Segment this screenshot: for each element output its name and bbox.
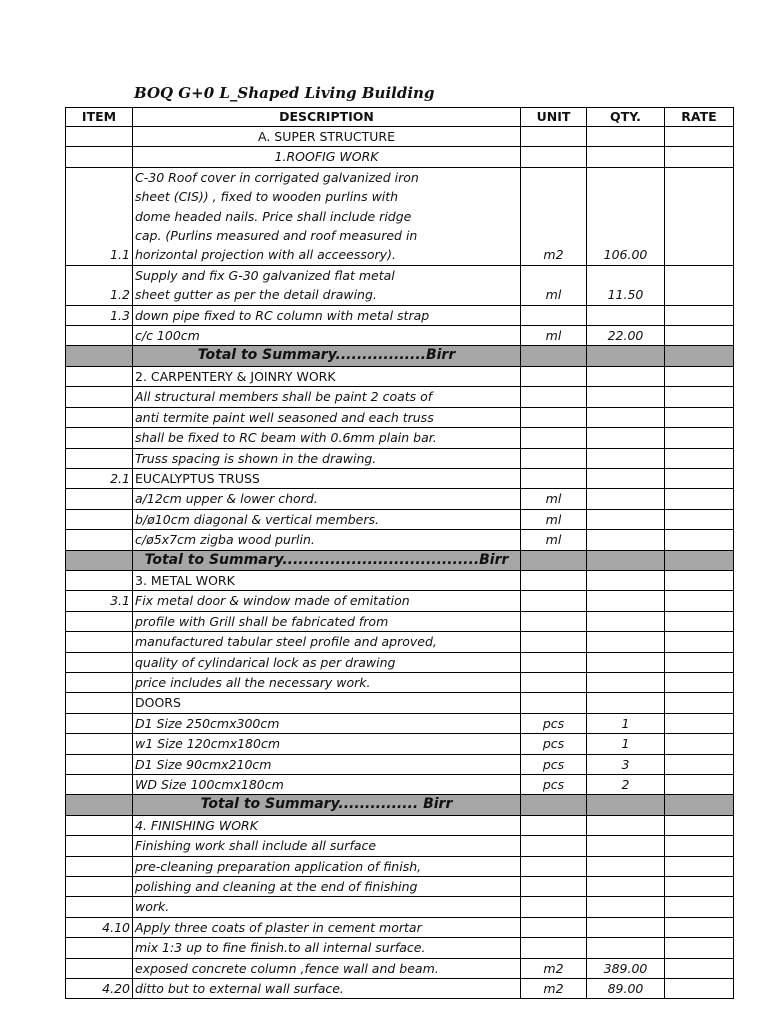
item-description: Apply three coats of plaster in cement mortar [133,917,521,937]
header-rate: RATE [665,108,734,127]
item-description: exposed concrete column ,fence wall and beam. [133,958,521,978]
table-row [66,652,734,672]
section-super-structure: A. SUPER STRUCTURE [133,127,521,147]
table-row [66,775,734,795]
spec-line: manufactured tabular steel profile and aproved, [133,632,521,652]
item-description: D1 Size 90cmx210cm [133,754,521,774]
table-row [66,672,734,692]
header-unit: UNIT [521,108,587,127]
item-unit: pcs [521,754,587,774]
table-row [66,387,734,407]
table-row [66,836,734,856]
section-row [66,366,734,386]
item-description: w1 Size 120cmx180cm [133,734,521,754]
item-unit: ml [521,530,587,550]
table-row [66,979,734,999]
table-row [66,632,734,652]
section-row [66,570,734,590]
item-description: a/12cm upper & lower chord. [133,489,521,509]
table-row [66,938,734,958]
item-qty: 1 [587,734,665,754]
table-row [66,856,734,876]
item-description: EUCALYPTUS TRUSS [133,468,521,488]
table-row [66,509,734,529]
table-row [66,754,734,774]
item-qty: 11.50 [587,265,665,305]
section-row [66,147,734,167]
table-row [66,265,734,305]
item-description: mix 1:3 up to fine finish.to all internal surface. [133,938,521,958]
item-unit: ml [521,509,587,529]
doors-label: DOORS [133,693,521,713]
item-description: down pipe fixed to RC column with metal strap [133,305,521,325]
header-qty: QTY. [587,108,665,127]
table-row [66,428,734,448]
table-row [66,305,734,325]
spec-line: Finishing work shall include all surface [133,836,521,856]
header-item: ITEM [66,108,133,127]
total-row [66,550,734,570]
table-row [66,611,734,631]
item-unit: ml [521,489,587,509]
item-description: C-30 Roof cover in corrigated galvanized iron sheet (CIS)) , fixed to wooden purlins with dome headed nails. Price shall include ridge cap. (Purlins measured and roof measured in horizontal projection with all acceessory). [133,167,521,265]
table-header-row [66,108,734,127]
item-rate [665,167,734,265]
table-row [66,897,734,917]
header-description: DESCRIPTION [133,108,521,127]
item-number: 1.1 [66,167,133,265]
section-metal: 3. METAL WORK [133,570,521,590]
section-row [66,815,734,835]
table-row [66,167,734,265]
spec-line: All structural members shall be paint 2 coats of [133,387,521,407]
table-row [66,734,734,754]
table-row [66,407,734,427]
table-row [66,326,734,346]
spec-line: polishing and cleaning at the end of finishing [133,877,521,897]
item-description: c/c 100cm [133,326,521,346]
spec-line: Fix metal door & window made of emitation [133,591,521,611]
item-number: 3.1 [66,591,133,611]
table-row [66,958,734,978]
item-description: Supply and fix G-30 galvanized flat metal sheet gutter as per the detail drawing. [133,265,521,305]
item-unit: m2 [521,167,587,265]
total-label: Total to Summary............... Birr [133,795,521,815]
item-qty: 1 [587,713,665,733]
total-label: Total to Summary.................Birr [133,346,521,366]
boq-table [65,107,734,999]
spec-line: price includes all the necessary work. [133,672,521,692]
table-row [66,693,734,713]
table-row [66,468,734,488]
spec-line: Truss spacing is shown in the drawing. [133,448,521,468]
item-unit: ml [521,326,587,346]
item-description: ditto but to external wall surface. [133,979,521,999]
total-label: Total to Summary.....................................Birr [133,550,521,570]
table-row [66,530,734,550]
item-number: 1.2 [66,265,133,305]
section-carpentry: 2. CARPENTERY & JOINRY WORK [133,366,521,386]
item-unit: ml [521,265,587,305]
item-qty: 89.00 [587,979,665,999]
table-row [66,448,734,468]
item-qty: 2 [587,775,665,795]
spec-line: shall be fixed to RC beam with 0.6mm plain bar. [133,428,521,448]
item-unit: pcs [521,713,587,733]
item-qty: 22.00 [587,326,665,346]
table-row [66,877,734,897]
item-qty: 106.00 [587,167,665,265]
spec-line: quality of cylindarical lock as per drawing [133,652,521,672]
item-description: WD Size 100cmx180cm [133,775,521,795]
document-title: BOQ G+0 L_Shaped Living Building [134,84,435,102]
section-roofing: 1.ROOFIG WORK [133,147,521,167]
section-row [66,127,734,147]
table-row [66,591,734,611]
spec-line: anti termite paint well seasoned and each truss [133,407,521,427]
item-qty: 389.00 [587,958,665,978]
item-unit: pcs [521,734,587,754]
spec-line: pre-cleaning preparation application of finish, [133,856,521,876]
item-description: b/ø10cm diagonal & vertical members. [133,509,521,529]
item-number: 4.20 [66,979,133,999]
total-row [66,795,734,815]
item-unit: m2 [521,979,587,999]
item-unit: pcs [521,775,587,795]
total-row [66,346,734,366]
item-description: c/ø5x7cm zigba wood purlin. [133,530,521,550]
spec-line: work. [133,897,521,917]
table-row [66,917,734,937]
section-finishing: 4. FINISHING WORK [133,815,521,835]
item-number: 2.1 [66,468,133,488]
item-number: 4.10 [66,917,133,937]
item-description: D1 Size 250cmx300cm [133,713,521,733]
spec-line: profile with Grill shall be fabricated from [133,611,521,631]
item-qty: 3 [587,754,665,774]
table-row [66,489,734,509]
item-number: 1.3 [66,305,133,325]
item-unit: m2 [521,958,587,978]
table-row [66,713,734,733]
